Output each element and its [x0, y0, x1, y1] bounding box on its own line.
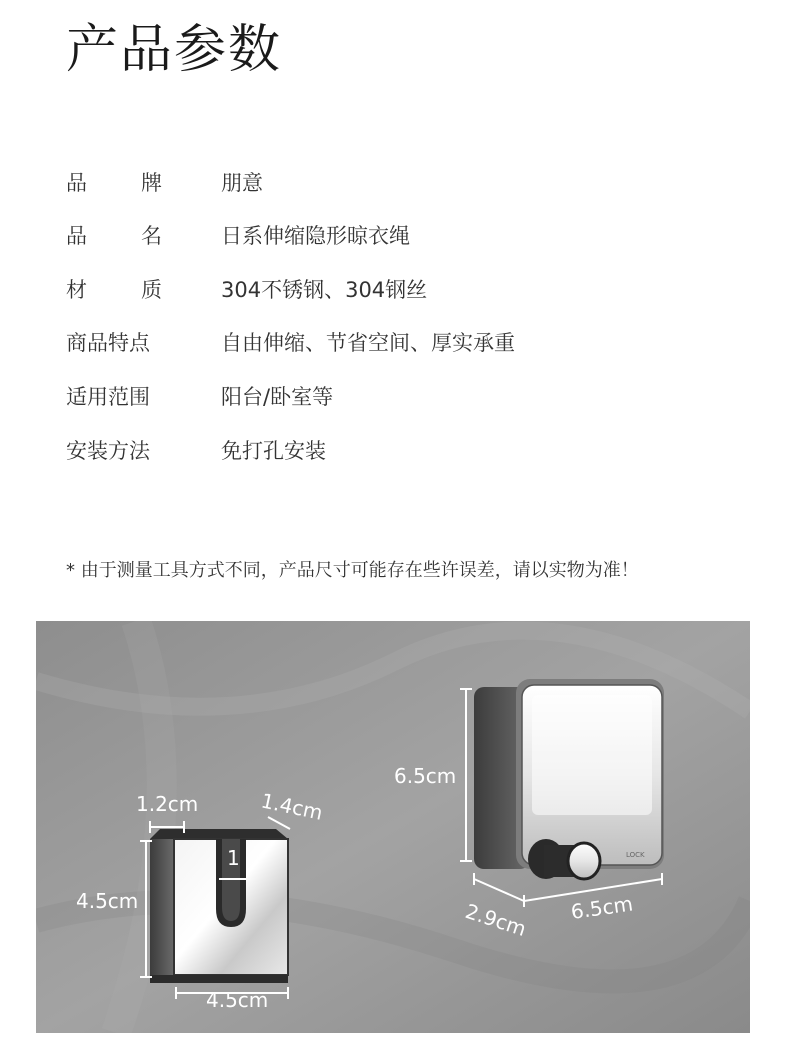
- hook-slot-label: 1: [227, 846, 240, 870]
- spec-label: 品 名: [66, 224, 162, 248]
- retractable-box-product: [474, 679, 664, 879]
- box-depth-label: 2.9cm: [462, 898, 530, 942]
- spec-value: 自由伸缩、节省空间、厚实承重: [221, 331, 515, 355]
- spec-value: 304不锈钢、304钢丝: [221, 278, 428, 302]
- spec-label: 安装方法: [66, 439, 150, 463]
- spec-row-install: [66, 430, 326, 470]
- spec-row-brand: [66, 162, 263, 202]
- hook-width-label: 4.5cm: [206, 988, 269, 1012]
- box-width-label: 6.5cm: [569, 891, 635, 924]
- spec-row-name: [66, 215, 410, 255]
- spec-value: 阳台/卧室等: [221, 385, 334, 409]
- hook-height-label: 4.5cm: [76, 889, 139, 913]
- spec-value: 免打孔安装: [221, 439, 326, 463]
- spec-row-material: [66, 269, 428, 309]
- hook-product: [150, 829, 288, 983]
- box-brand-mark: LOCK: [626, 851, 645, 859]
- measurement-note: * 由于测量工具方式不同，产品尺寸可能存在些许误差，请以实物为准！: [66, 560, 639, 581]
- spec-row-features: [66, 322, 515, 362]
- spec-value: 日系伸缩隐形晾衣绳: [221, 224, 410, 248]
- box-height-label: 6.5cm: [394, 764, 457, 788]
- spec-label: 品 牌: [66, 171, 162, 195]
- product-illustration: [36, 621, 750, 1033]
- product-photo: [36, 621, 750, 1033]
- spec-label: 材 质: [66, 278, 162, 302]
- spec-label: 适用范围: [66, 385, 150, 409]
- spec-value: 朋意: [221, 171, 263, 195]
- hook-depth-label: 1.4cm: [258, 788, 325, 825]
- page-title: 产品参数: [66, 20, 283, 80]
- spec-row-usage: [66, 376, 334, 416]
- hook-top-width-label: 1.2cm: [136, 792, 199, 816]
- spec-label: 商品特点: [66, 331, 150, 355]
